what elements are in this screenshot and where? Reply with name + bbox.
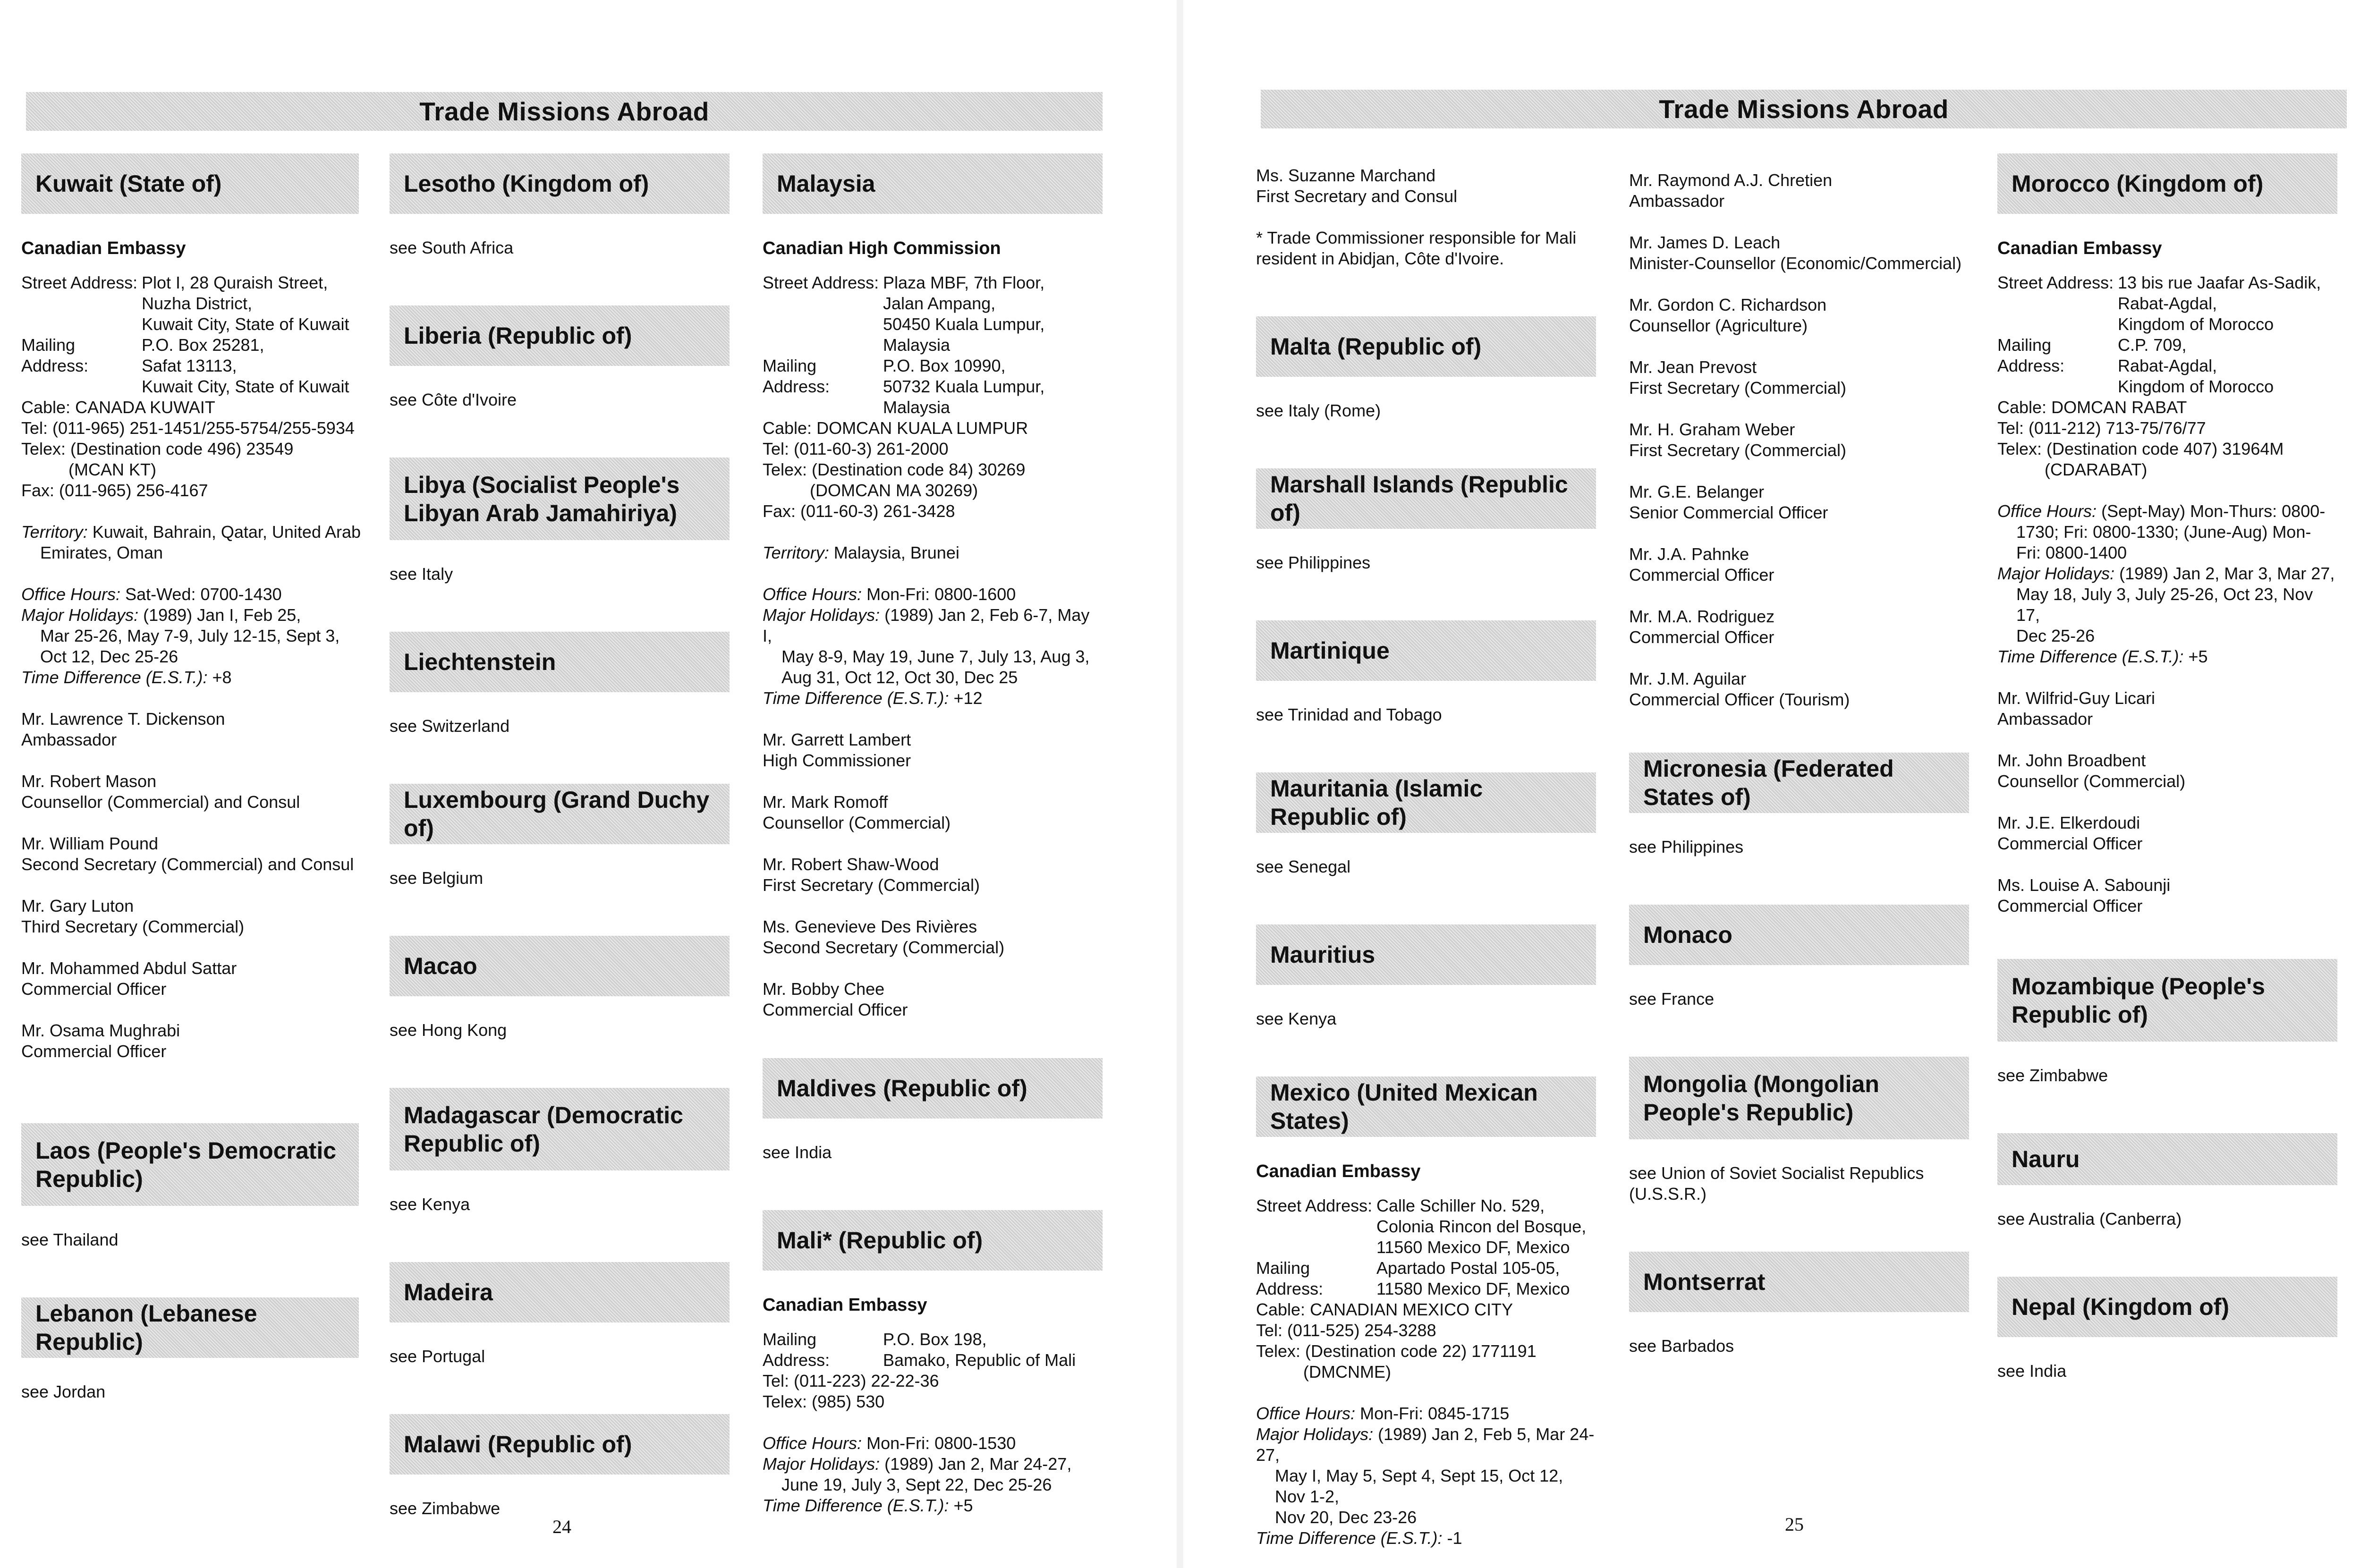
address-block [1256,1195,1596,1299]
staff-name: Mr. Raymond A.J. Chretien [1629,170,1833,190]
street-label: Street Address: [1256,1196,1373,1215]
see-reference: see Italy (Rome) [1256,401,1381,420]
holidays-value-3: Oct 12, Dec 25-26 [40,647,178,666]
telephone: Tel: (011-525) 254-3288 [1256,1321,1436,1340]
mailing-label: Mailing Address: [1256,1258,1324,1298]
holidays-value-3: Dec 25-26 [2016,626,2095,645]
staff-name: Mr. Gary Luton [21,896,134,915]
staff-name: Mr. John Broadbent [1997,751,2146,770]
country-heading: Maldives (Republic of) [763,1058,1103,1119]
staff-title: First Secretary and Consul [1256,186,1458,206]
staff-name: Mr. William Pound [21,834,159,853]
see-reference: see Kenya [390,1195,470,1214]
country-heading: Liechtenstein [390,632,730,692]
staff-title: Senior Commercial Officer [1629,503,1828,522]
holidays-value: (1989) Jan I, Feb 25, [143,605,301,625]
timediff-value: +5 [2188,647,2208,666]
see-reference: see Italy [390,564,453,584]
staff-title: Second Secretary (Commercial) [763,938,1005,957]
staff-title: Ambassador [1629,191,1725,211]
staff-name: Mr. Mohammed Abdul Sattar [21,958,237,978]
country-heading: Martinique [1256,620,1596,681]
mailing-lines [2118,335,2337,397]
country-heading: Morocco (Kingdom of) [1997,153,2337,214]
staff-title: Commercial Officer [763,1000,908,1019]
see-reference: see Philippines [1256,553,1371,572]
street-line: Calle Schiller No. 529, [1376,1196,1545,1215]
mailing-line: C.P. 709, [2118,335,2187,355]
see-reference: see Senegal [1256,857,1351,876]
mailing-line: Safat 13113, [142,356,237,375]
street-line: Colonia Rincon del Bosque, [1376,1217,1587,1236]
mailing-line: P.O. Box 10990, [883,356,1006,375]
staff-name: Mr. Lawrence T. Dickenson [21,709,225,729]
staff-name: Mr. G.E. Belanger [1629,482,1765,501]
address-block [1997,272,2337,397]
street-line: 11560 Mexico DF, Mexico [1376,1237,1570,1257]
country-heading: Libya (Socialist People's Libyan Arab Jamahiriya) [390,458,730,540]
holidays-value: (1989) Jan 2, Feb 5, Mar 24-27, [1256,1424,1595,1465]
staff-name: Ms. Genevieve Des Rivières [763,917,977,936]
staff-name: Mr. M.A. Rodriguez [1629,607,1775,626]
hours-value: Mon-Fri: 0845-1715 [1360,1404,1510,1423]
country-heading: Lebanon (Lebanese Republic) [21,1297,359,1358]
country-heading: Mauritius [1256,924,1596,985]
hours-label: Office Hours: [1997,501,2097,521]
telex-code: (DOMCAN MA 30269) [810,481,978,500]
staff-name: Mr. Bobby Chee [763,979,885,999]
office-title: Canadian High Commission [763,238,1001,258]
mailing-line: 50732 Kuala Lumpur, [883,377,1045,396]
see-reference: see Zimbabwe [1997,1066,2108,1085]
right-column-1 [1256,165,1596,1549]
page-number-left: 24 [552,1516,571,1537]
holidays-label: Major Holidays: [1256,1424,1374,1444]
telex-code: (MCAN KT) [68,460,156,479]
telex: Telex: (Destination code 407) 31964M [1997,439,2284,458]
street-line: 13 bis rue Jaafar As-Sadik, [2118,273,2321,292]
staff-title: Ambassador [1997,709,2093,729]
staff-title: Commercial Officer [1629,627,1774,647]
street-line: Plaza MBF, 7th Floor, [883,273,1045,292]
staff-list [763,729,1103,1020]
see-reference: see Hong Kong [390,1020,507,1040]
see-reference: see Zimbabwe [390,1499,501,1518]
staff-title: Commercial Officer [21,1042,167,1061]
holidays-value-3: Aug 31, Oct 12, Oct 30, Dec 25 [781,668,1018,687]
holidays-value-2: Mar 25-26, May 7-9, July 12-15, Sept 3, [40,626,340,645]
staff-name: Mr. Robert Shaw-Wood [763,855,939,874]
staff-name: Mr. Osama Mughrabi [21,1021,180,1040]
country-heading: Macao [390,936,730,996]
territory-value: Kuwait, Bahrain, Qatar, United Arab [92,522,361,542]
see-reference: see Trinidad and Tobago [1256,705,1442,724]
street-lines [142,272,361,335]
see-reference: see Philippines [1629,837,1744,856]
staff-list [1997,688,2337,916]
timediff-label: Time Difference (E.S.T.): [763,1496,949,1515]
mailing-line: Kuwait City, State of Kuwait [142,377,349,396]
staff-title: First Secretary (Commercial) [1629,441,1847,460]
staff-name: Mr. J.E. Elkerdoudi [1997,813,2140,832]
mailing-lines [883,356,1103,418]
mailing-label: Mailing Address: [21,335,89,375]
hours-value: Sat-Wed: 0700-1430 [125,585,282,604]
office-info [1256,1403,1596,1549]
staff-title: High Commissioner [763,751,911,770]
telex-code: (DMCNME) [1303,1362,1391,1382]
fax: Fax: (011-965) 256-4167 [21,481,208,500]
mailing-label: Mailing Address: [763,356,830,396]
mailing-label: Mailing Address: [1997,335,2065,375]
mailing-line: Bamako, Republic of Mali [883,1350,1076,1370]
mailing-line: P.O. Box 198, [883,1330,987,1349]
see-reference: see France [1629,989,1715,1009]
hours-label: Office Hours: [21,585,121,604]
territory [21,522,361,563]
country-heading: Nepal (Kingdom of) [1997,1277,2337,1337]
holidays-label: Major Holidays: [763,605,880,625]
mailing-lines [1376,1258,1596,1299]
staff-name: Mr. Jean Prevost [1629,357,1757,377]
street-label: Street Address: [763,273,879,292]
mailing-line: P.O. Box 25281, [142,335,264,355]
country-heading: Mozambique (People's Republic of) [1997,959,2337,1042]
mailing-label: Mailing Address: [763,1330,830,1370]
holidays-value: (1989) Jan 2, Feb 6-7, May I, [763,605,1090,645]
see-reference: see Côte d'Ivoire [390,390,517,409]
street-line: Kuwait City, State of Kuwait [142,314,349,334]
staff-name: Ms. Louise A. Sabounji [1997,875,2171,895]
street-lines [883,272,1103,356]
cable: Cable: DOMCAN KUALA LUMPUR [763,418,1028,438]
street-line: Kingdom of Morocco [2118,314,2274,334]
country-heading: Marshall Islands (Republic of) [1256,468,1596,529]
fax: Fax: (011-60-3) 261-3428 [763,501,955,521]
staff-name: Mr. James D. Leach [1629,233,1781,252]
country-heading: Micronesia (Federated States of) [1629,753,1969,813]
staff-title: Second Secretary (Commercial) and Consul [21,855,354,874]
territory-value-2: Emirates, Oman [40,543,163,562]
street-lines [1376,1195,1596,1258]
staff-title: Commercial Officer [21,979,167,999]
see-reference: see South Africa [390,238,514,257]
country-heading: Mongolia (Mongolian People's Republic) [1629,1057,1969,1139]
office-info [21,584,361,688]
left-column-3 [763,153,1103,1516]
mailing-line: Malaysia [883,398,951,417]
see-reference: see Union of Soviet Socialist Republics [1629,1163,1924,1183]
country-heading: Mauritania (Islamic Republic of) [1256,772,1596,833]
footnote: * Trade Commissioner responsible for Mali [1256,228,1577,247]
holidays-value-3: Nov 20, Dec 23-26 [1275,1508,1417,1527]
staff-name: Mr. J.M. Aguilar [1629,669,1747,688]
country-heading: Luxembourg (Grand Duchy of) [390,784,730,844]
territory [763,542,1103,563]
staff-name: Mr. H. Graham Weber [1629,420,1795,439]
staff-title: Commercial Officer [1997,834,2143,853]
timediff-value: +8 [212,668,232,687]
holidays-value-2: June 19, July 3, Sept 22, Dec 25-26 [781,1475,1052,1494]
street-line: Malaysia [883,335,951,355]
country-heading: Nauru [1997,1133,2337,1185]
staff-title: Ambassador [21,730,117,749]
hours-label: Office Hours: [763,585,862,604]
hours-value-3: Fri: 0800-1400 [2016,543,2127,562]
country-heading: Malawi (Republic of) [390,1414,730,1475]
street-label: Street Address: [1997,273,2114,292]
mailing-line: 11580 Mexico DF, Mexico [1376,1279,1570,1298]
hours-label: Office Hours: [1256,1404,1356,1423]
address-block [763,1329,1103,1371]
territory-label: Territory: [763,543,829,562]
cable: Cable: DOMCAN RABAT [1997,398,2187,417]
timediff-value: +5 [953,1496,973,1515]
hours-value-2: 1730; Fri: 0800-1330; (June-Aug) Mon- [2016,522,2311,542]
page-header-title: Trade Missions Abroad [419,97,709,126]
mailing-lines [883,1329,1103,1371]
footnote-2: resident in Abidjan, Côte d'Ivoire. [1256,249,1504,268]
country-heading: Lesotho (Kingdom of) [390,153,730,214]
street-label: Street Address: [21,273,138,292]
staff-title: Minister-Counsellor (Economic/Commercial) [1629,254,1962,273]
see-reference: see Portugal [390,1347,485,1366]
hours-label: Office Hours: [763,1433,862,1453]
see-reference: see Thailand [21,1230,119,1249]
staff-name: Mr. Wilfrid-Guy Licari [1997,688,2156,708]
staff-name: Ms. Suzanne Marchand [1256,166,1436,185]
telex: Telex: (985) 530 [763,1392,885,1411]
telephone: Tel: (011-223) 22-22-36 [763,1371,939,1390]
staff-list [21,709,361,1062]
page-header-left [26,92,1103,131]
telex-code: (CDARABAT) [2045,460,2148,479]
see-reference: see Switzerland [390,716,510,736]
street-line: Nuzha District, [142,294,253,313]
telex: Telex: (Destination code 84) 30269 [763,460,1026,479]
page-fold [1177,0,1183,1568]
holidays-label: Major Holidays: [763,1454,880,1474]
telephone: Tel: (011-60-3) 261-2000 [763,439,949,458]
staff-name: Mr. Garrett Lambert [763,730,911,749]
staff-title: Third Secretary (Commercial) [21,917,245,936]
see-reference: see India [1997,1361,2067,1381]
see-reference: see Australia (Canberra) [1997,1209,2182,1229]
office-title: Canadian Embassy [1256,1161,1421,1181]
timediff-label: Time Difference (E.S.T.): [1997,647,2184,666]
timediff-label: Time Difference (E.S.T.): [1256,1528,1443,1548]
mailing-line: Rabat-Agdal, [2118,356,2217,375]
country-heading: Monaco [1629,905,1969,965]
staff-title: Commercial Officer (Tourism) [1629,690,1850,709]
timediff-value: -1 [1447,1528,1462,1548]
right-column-3 [1997,153,2337,1429]
office-title: Canadian Embassy [21,238,186,258]
territory-value: Malaysia, Brunei [833,543,959,562]
office-info [1997,501,2337,667]
territory-label: Territory: [21,522,88,542]
staff-list [1629,170,1969,710]
country-heading: Madagascar (Democratic Republic of) [390,1088,730,1170]
staff-title: First Secretary (Commercial) [763,875,980,895]
staff-name: Mr. Mark Romoff [763,792,888,812]
street-line: Plot I, 28 Quraish Street, [142,273,328,292]
country-heading: Laos (People's Democratic Republic) [21,1123,359,1206]
cable: Cable: CANADA KUWAIT [21,398,215,417]
telephone: Tel: (011-212) 713-75/76/77 [1997,418,2206,438]
staff-name: Mr. J.A. Pahnke [1629,544,1749,564]
holidays-value-2: May I, May 5, Sept 4, Sept 15, Oct 12, Nov 1-2, [1275,1466,1563,1506]
street-line: 50450 Kuala Lumpur, [883,314,1045,334]
country-heading: Montserrat [1629,1252,1969,1312]
holidays-value-2: May 8-9, May 19, June 7, July 13, Aug 3, [781,647,1090,666]
staff-title: Commercial Officer [1629,565,1774,585]
telex: Telex: (Destination code 496) 23549 [21,439,294,458]
telephone: Tel: (011-965) 251-1451/255-5754/255-5934 [21,418,355,438]
page-header-title: Trade Missions Abroad [1659,94,1949,124]
right-column-2 [1629,170,1969,1404]
holidays-value: (1989) Jan 2, Mar 3, Mar 27, [2119,564,2335,583]
holidays-value: (1989) Jan 2, Mar 24-27, [884,1454,1072,1474]
office-title: Canadian Embassy [1997,238,2162,258]
country-heading: Mali* (Republic of) [763,1210,1103,1271]
holidays-label: Major Holidays: [1997,564,2115,583]
see-reference: see Jordan [21,1382,106,1401]
left-column-2 [390,153,730,1566]
staff-title: Counsellor (Commercial) [1997,771,2186,791]
country-heading: Madeira [390,1262,730,1322]
address-block [763,272,1103,418]
see-reference: see Belgium [390,868,484,888]
cable: Cable: CANADIAN MEXICO CITY [1256,1300,1513,1319]
mailing-line: Kingdom of Morocco [2118,377,2274,396]
mailing-line: Apartado Postal 105-05, [1376,1258,1560,1278]
holidays-label: Major Holidays: [21,605,139,625]
timediff-value: +12 [953,688,983,708]
left-column-1 [21,153,361,1449]
staff-title: Counsellor (Agriculture) [1629,316,1808,335]
telex: Telex: (Destination code 22) 1771191 [1256,1341,1537,1361]
staff-title: Commercial Officer [1997,896,2143,915]
country-heading: Malta (Republic of) [1256,316,1596,377]
hours-value: Mon-Fri: 0800-1530 [866,1433,1016,1453]
street-line: Rabat-Agdal, [2118,294,2217,313]
office-info [763,584,1103,709]
staff-name: Mr. Gordon C. Richardson [1629,295,1827,314]
country-heading: Liberia (Republic of) [390,305,730,366]
staff-list [1256,165,1596,207]
street-lines [2118,272,2337,335]
staff-name: Mr. Robert Mason [21,771,157,791]
hours-value: Mon-Fri: 0800-1600 [866,585,1016,604]
see-reference: see Barbados [1629,1336,1734,1356]
hours-value: (Sept-May) Mon-Thurs: 0800- [2101,501,2326,521]
address-block [21,272,361,397]
country-heading: Malaysia [763,153,1103,214]
office-info [763,1433,1103,1516]
mailing-lines [142,335,361,397]
street-line: Jalan Ampang, [883,294,996,313]
holidays-value-2: May 18, July 3, July 25-26, Oct 23, Nov 17, [2016,585,2313,625]
country-heading: Mexico (United Mexican States) [1256,1076,1596,1137]
timediff-label: Time Difference (E.S.T.): [763,688,949,708]
office-title: Canadian Embassy [763,1295,927,1315]
staff-title: Counsellor (Commercial) [763,813,951,832]
see-reference-2: (U.S.S.R.) [1629,1184,1707,1204]
staff-title: First Secretary (Commercial) [1629,378,1847,398]
see-reference: see India [763,1143,832,1162]
staff-title: Counsellor (Commercial) and Consul [21,792,300,812]
timediff-label: Time Difference (E.S.T.): [21,668,208,687]
country-heading: Kuwait (State of) [21,153,359,214]
page-header-right [1261,90,2347,128]
page-number-right: 25 [1785,1514,1804,1535]
see-reference: see Kenya [1256,1009,1337,1028]
